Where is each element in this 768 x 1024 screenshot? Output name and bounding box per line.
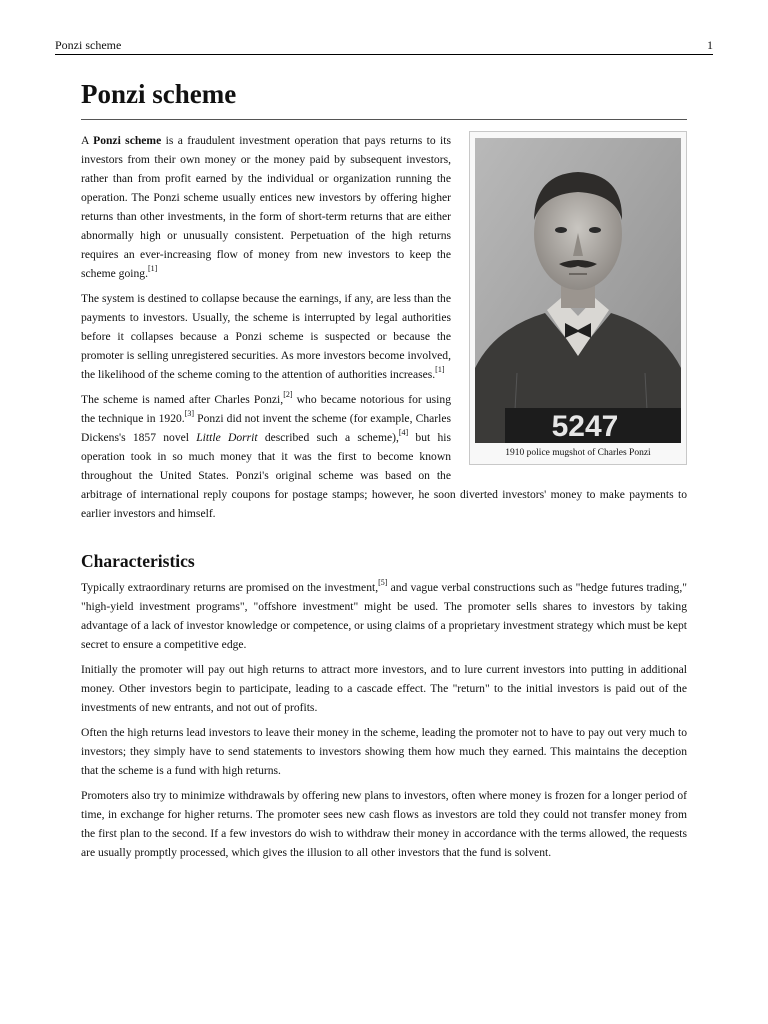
characteristics-paragraph-3: Often the high returns lead investors to leave their money in the scheme, leading the promoter not to have to pay out very much to investors; they simply have to send statements to investors showing them how much they earned. This maintains the deception that the scheme is a fund with high returns. <box>81 726 687 777</box>
text-run: Typically extraordinary returns are promised on the investment, <box>81 581 379 594</box>
text-run: described such a scheme), <box>257 431 399 444</box>
article-title: Ponzi scheme <box>81 76 687 120</box>
text-run: Ponzi did not invent the scheme (for example, Charles Dickens's 1857 novel <box>81 412 452 444</box>
term-bold: Ponzi scheme <box>93 134 162 147</box>
text-run: and vague verbal constructions such as "hedge futures trading," "high-yield investment programs", "offshore investment" might be used. The promoter sells shares to investors by taking advantage of a lack of investor knowledge or competence, or using claims of a proprietary investment strategy which must be kept secret to ensure a competitive edge. <box>81 581 687 651</box>
text-run: but his operation took in so much money that it was the first to become known throughout the United States. Ponzi's original scheme was based on the arbitrage of international reply coupons for postage stamps; however, he soon diverted investors' money to make payments to earlier investors and himself. <box>81 431 687 520</box>
running-header-title: Ponzi scheme <box>55 38 122 52</box>
running-header <box>55 38 713 55</box>
citation-1[interactable]: [1] <box>147 264 158 273</box>
mugshot-image <box>475 138 681 443</box>
text-run: The scheme is named after Charles Ponzi, <box>81 393 284 406</box>
citation-5[interactable]: [5] <box>378 578 388 587</box>
citation-1[interactable]: [1] <box>435 365 445 374</box>
citation-3[interactable]: [3] <box>184 409 195 418</box>
characteristics-paragraph-4: Promoters also try to minimize withdrawals by offering new plans to investors, often where money is frozen for a longer period of time, in exchange for higher returns. The promoter sees new cash flows as investors are told they could not transfer money from the first plan to the second. If a few investors do wish to withdraw their money in accordance with the terms allowed, the requests are usually promptly processed, which gives the illusion to all other investors that the fund is solvent. <box>81 789 687 859</box>
figure-caption: 1910 police mugshot of Charles Ponzi <box>505 448 651 458</box>
figure-box <box>469 131 687 465</box>
citation-2[interactable]: [2] <box>283 390 293 399</box>
book-title: Little Dorrit <box>196 431 258 444</box>
text-run: is a fraudulent investment operation that pays returns to its investors from their own money or the money paid by subsequent investors, rather than from profit earned by the individual or organization running the operation. The Ponzi scheme usually entices new investors by offering higher returns than other investments, in the form of short-term returns that are either abnormally high or unusually consistent. Perpetuation of the high returns requires an ever-increasing flow of money from new investors to keep the scheme going. <box>81 134 451 280</box>
characteristics-paragraph-1 <box>81 578 687 654</box>
article <box>81 76 687 868</box>
text-run: who became notorious for using the technique in 1920. <box>81 393 451 425</box>
characteristics-paragraph-2: Initially the promoter will pay out high returns to attract more investors, and to lure current investors into putting in additional money. Other investors begin to participate, leading to a cascade effect. The "return" to the initial investors is paid out of the investments of new entrants, and not out of profits. <box>81 663 687 714</box>
section-heading-characteristics: Characteristics <box>81 551 195 571</box>
text-run: A <box>81 134 94 147</box>
citation-4[interactable]: [4] <box>398 428 409 437</box>
page-number: 1 <box>707 38 713 52</box>
mugshot-plate-number: 5247 <box>551 410 619 443</box>
intro-section <box>81 131 687 523</box>
text-run: The system is destined to collapse because the earnings, if any, are less than the payments to investors. Usually, the scheme is interrupted by legal authorities before it collapses because a Ponzi scheme is suspected or because the promoter is selling unregistered securities. As more investors become involved, the likelihood of the scheme coming to the attention of authorities increases. <box>81 292 451 381</box>
